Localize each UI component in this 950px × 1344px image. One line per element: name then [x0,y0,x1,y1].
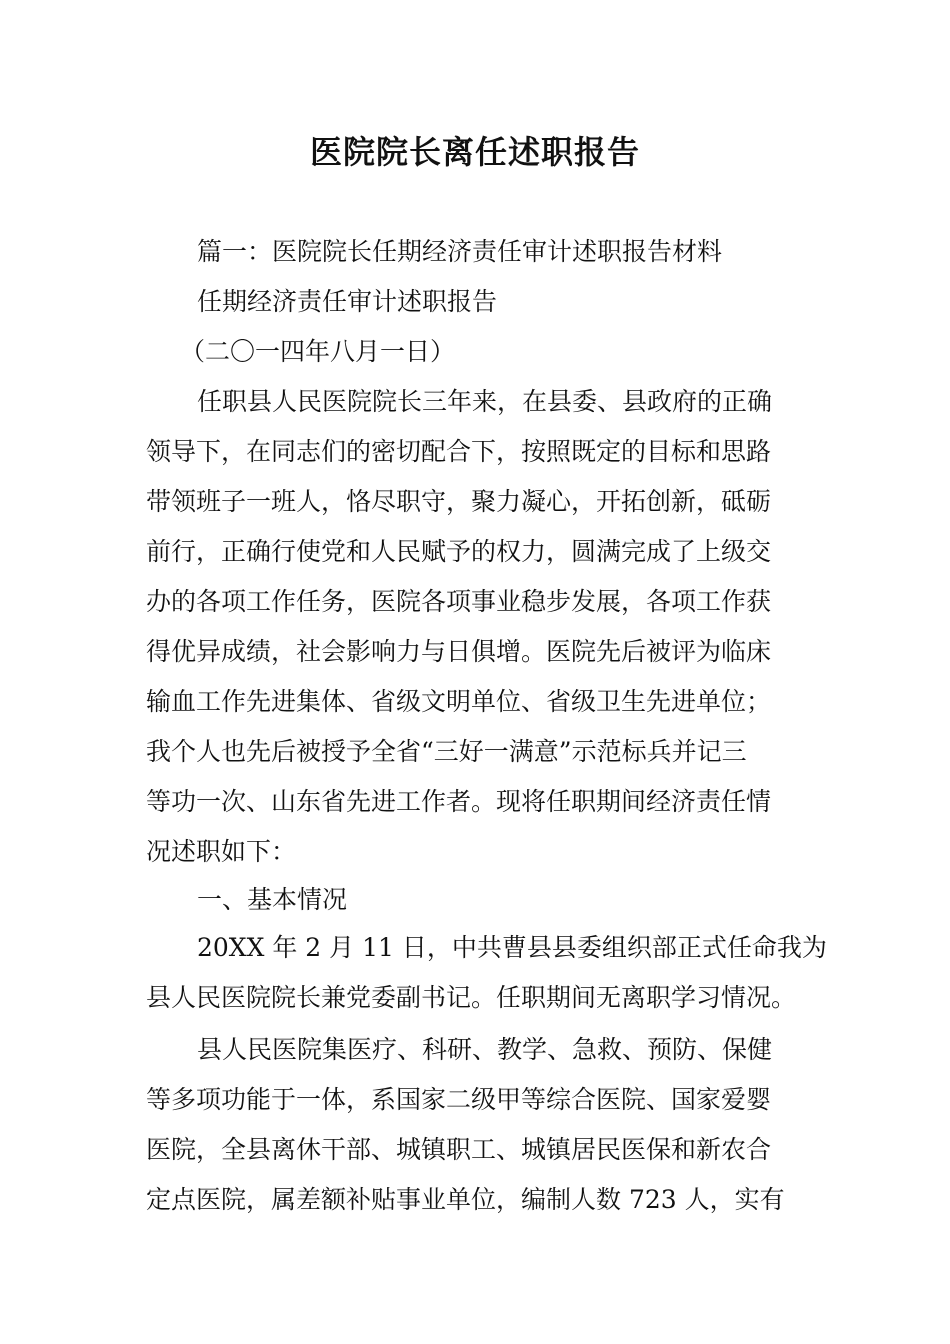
paragraph-line: 带领班子一班人，恪尽职守，聚力凝心，开拓创新，砥砺 [146,487,772,516]
subtitle-line: 篇一：医院院长任期经济责任审计述职报告材料 [197,237,723,266]
paragraph-line: 县人民医院院长兼党委副书记。任职期间无离职学习情况。 [146,983,797,1012]
paragraph-line: 医院，全县离休干部、城镇职工、城镇居民医保和新农合 [146,1135,772,1164]
paragraph-line: 20XX 年 2 月 11 日，中共曹县县委组织部正式任命我为 [197,933,827,962]
paragraph-line: 等多项功能于一体，系国家二级甲等综合医院、国家爱婴 [146,1085,772,1114]
paragraph-line: 况述职如下： [146,837,297,866]
paragraph-line: 领导下，在同志们的密切配合下，按照既定的目标和思路 [146,437,772,466]
paragraph-line: 我个人也先后被授予全省“三好一满意”示范标兵并记三 [146,737,747,766]
paragraph-line: 县人民医院集医疗、科研、教学、急救、预防、保健 [197,1035,773,1064]
paragraph-line: 等功一次、山东省先进工作者。现将任职期间经济责任情 [146,787,772,816]
date-line: （二〇一四年八月一日） [180,337,456,366]
paragraph-line: 前行，正确行使党和人民赋予的权力，圆满完成了上级交 [146,537,772,566]
paragraph-line: 办的各项工作任务，医院各项事业稳步发展，各项工作获 [146,587,772,616]
subtitle-line: 任期经济责任审计述职报告 [197,287,498,316]
paragraph-line: 定点医院，属差额补贴事业单位，编制人数 723 人，实有 [146,1185,785,1214]
paragraph-line: 得优异成绩，社会影响力与日俱增。医院先后被评为临床 [146,637,772,666]
paragraph-line: 输血工作先进集体、省级文明单位、省级卫生先进单位； [146,687,772,716]
document-title: 医院院长离任述职报告 [309,133,640,171]
paragraph-line: 任职县人民医院院长三年来，在县委、县政府的正确 [197,387,773,416]
section-heading: 一、基本情况 [197,885,348,914]
